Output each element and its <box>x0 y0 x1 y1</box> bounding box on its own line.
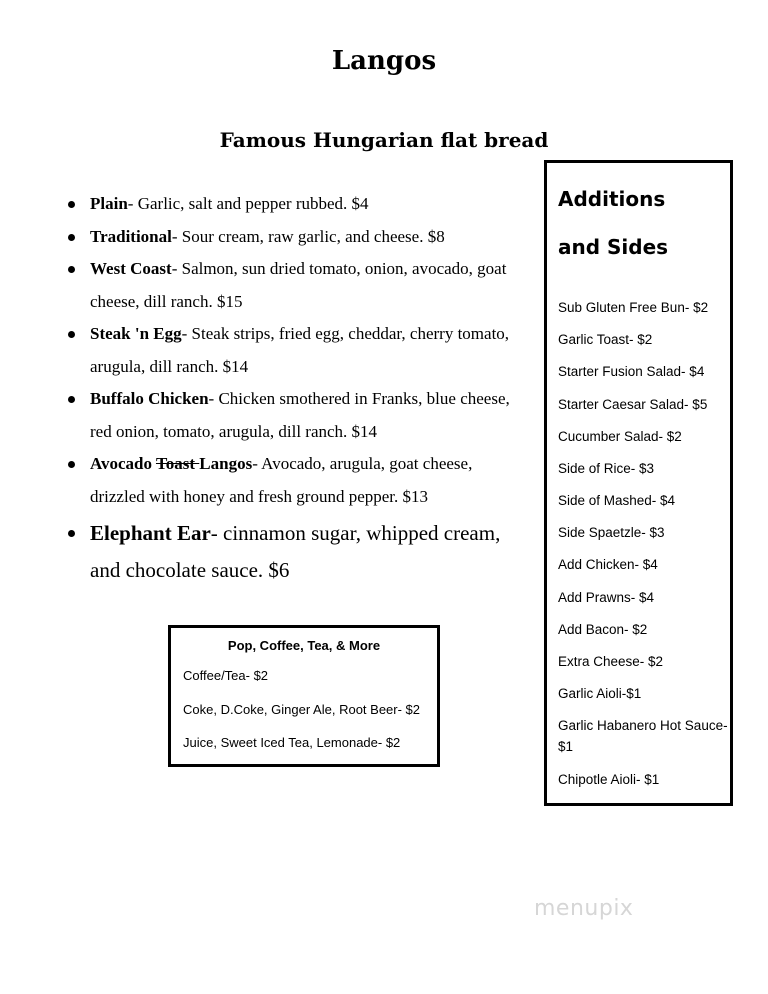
menu-item-avocado-langos <box>66 448 526 513</box>
drinks-item: Coffee/Tea- $2 <box>183 668 269 683</box>
side-item: Starter Fusion Salad- $4 <box>558 364 705 379</box>
menu-item-desc: - Garlic, salt and pepper rubbed. $4 <box>127 194 369 213</box>
menu-item-desc: - Avocado, arugula, goat cheese, drizzled with honey and fresh ground pepper. $13 <box>90 454 473 506</box>
menu-item-steak-n-egg <box>66 318 526 383</box>
menu-item-name-struck: Toast <box>155 454 200 473</box>
drinks-item: Coke, D.Coke, Ginger Ale, Root Beer- $2 <box>183 702 421 717</box>
side-item: Sub Gluten Free Bun- $2 <box>558 300 709 315</box>
menu-item-name-part2: Langos <box>199 454 253 473</box>
menu-item-west-coast <box>66 253 526 318</box>
side-item: Chipotle Aioli- $1 <box>558 772 660 787</box>
menu-item-name: Traditional <box>90 226 172 246</box>
sides-title <box>558 175 728 271</box>
menu-item-name: Plain <box>90 194 128 213</box>
side-item: Add Chicken- $4 <box>558 557 658 572</box>
langos-menu-list <box>66 188 526 589</box>
sides-title-line2: and Sides <box>558 235 669 259</box>
watermark-logo: menupix <box>534 896 634 921</box>
menu-item-traditional <box>66 221 526 254</box>
side-item: Garlic Habanero Hot Sauce- $1 <box>558 718 728 754</box>
menu-item-desc: - cinnamon sugar, whipped cream, and chocolate sauce. $6 <box>90 521 501 582</box>
side-item: Side of Rice- $3 <box>558 461 655 476</box>
menu-item-name: Steak 'n Egg <box>90 324 182 343</box>
menu-item-elephant-ear <box>66 515 526 589</box>
menu-item-plain <box>66 188 526 221</box>
side-item: Starter Caesar Salad- $5 <box>558 397 708 412</box>
drinks-box <box>168 625 440 767</box>
page-title: Langos <box>331 46 437 76</box>
menu-item-name: Elephant Ear <box>90 521 211 545</box>
side-item: Cucumber Salad- $2 <box>558 429 682 444</box>
menu-item-buffalo-chicken <box>66 383 526 448</box>
side-item: Side of Mashed- $4 <box>558 493 676 508</box>
menu-item-desc: - Sour cream, raw garlic, and cheese. $8 <box>171 226 445 246</box>
menu-item-desc: - Salmon, sun dried tomato, onion, avocado, goat cheese, dill ranch. $15 <box>90 259 507 311</box>
menu-item-name: Buffalo Chicken <box>90 389 209 408</box>
side-item: Side Spaetzle- $3 <box>558 525 665 540</box>
menu-item-name-part1: Avocado <box>90 454 156 473</box>
drinks-item: Juice, Sweet Iced Tea, Lemonade- $2 <box>183 735 401 750</box>
side-item: Add Prawns- $4 <box>558 590 655 605</box>
side-item: Extra Cheese- $2 <box>558 654 664 669</box>
side-item: Garlic Aioli-$1 <box>558 686 642 701</box>
page-subtitle: Famous Hungarian flat bread <box>219 128 549 152</box>
menu-item-name: West Coast <box>90 259 172 278</box>
drinks-title: Pop, Coffee, Tea, & More <box>227 638 381 653</box>
side-item: Garlic Toast- $2 <box>558 332 653 347</box>
menu-item-desc: - Steak strips, fried egg, cheddar, cherry tomato, arugula, dill ranch. $14 <box>90 324 510 376</box>
side-item: Add Bacon- $2 <box>558 622 648 637</box>
sides-title-line1: Additions <box>558 187 666 211</box>
additions-and-sides-box <box>544 160 733 806</box>
menu-item-desc: - Chicken smothered in Franks, blue cheese, red onion, tomato, arugula, dill ranch. $14 <box>90 389 510 441</box>
